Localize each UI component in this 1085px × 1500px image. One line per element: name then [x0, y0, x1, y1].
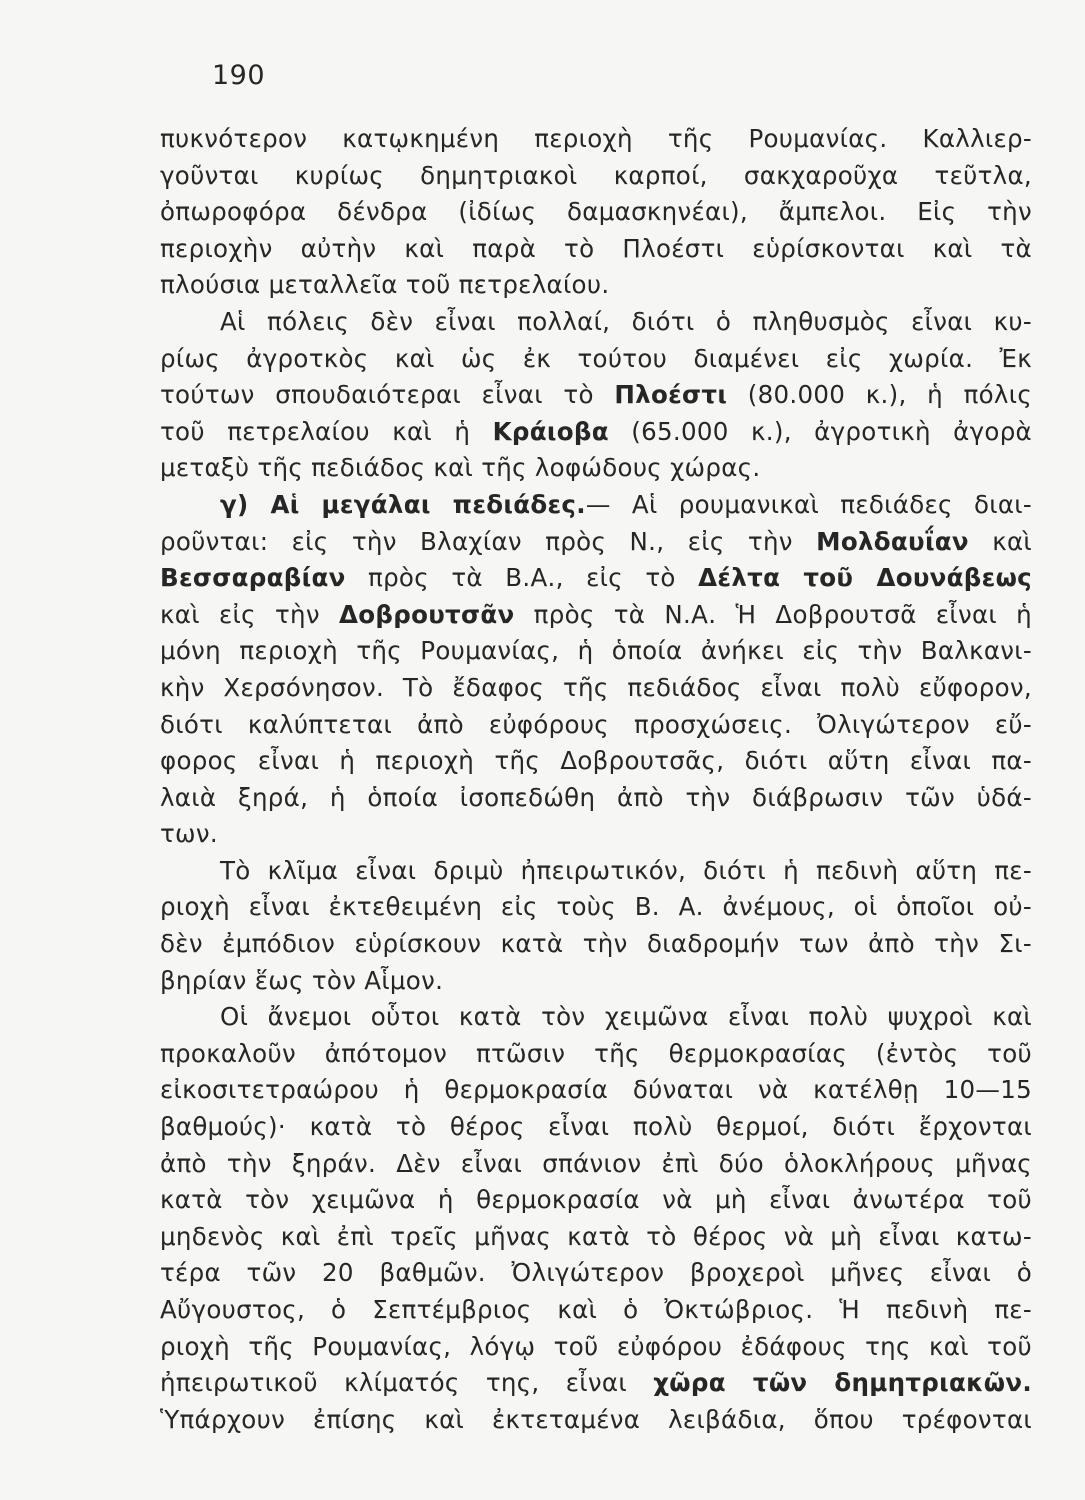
section-heading: γ) Αἱ μεγάλαι πεδιάδες.: [220, 489, 586, 519]
text-line: ἀπὸ τὴν ξηράν. Δὲν εἶναι σπάνιον ἐπὶ δύο ὁλοκλήρους μῆνας: [160, 1148, 1032, 1178]
text-line: ρίως ἀγροτκὸς καὶ ὡς ἐκ τούτου διαμένει εἰς χωρία. Ἐκ: [160, 343, 1032, 373]
text-line: φορος εἶναι ἡ περιοχὴ τῆς Δοβρουτσᾶς, διότι αὕτη εἶναι πα-: [160, 746, 1032, 776]
page-number: 190: [212, 60, 266, 91]
text-line: Τὸ κλῖμα εἶναι δριμὺ ἠπειρωτικόν, διότι ἡ πεδινὴ αὕτη πε-: [220, 855, 1032, 885]
text-line: Αἱ πόλεις δὲν εἶναι πολλαί, διότι ὁ πληθυσμὸς εἶναι κυ-: [220, 306, 1032, 336]
text-line: μεταξὺ τῆς πεδιάδος καὶ τῆς λοφώδους χώρας.: [160, 453, 761, 483]
line-segment: ροῦνται: εἰς τὴν Βλαχίαν πρὸς Ν., εἰς τὴν: [160, 526, 817, 556]
text-line: περιοχὴν αὐτὴν καὶ παρὰ τὸ Πλοέστι εὑρίσκονται καὶ τὰ: [160, 233, 1032, 263]
text-line: ὀπωροφόρα δένδρα (ἰδίως δαμασκηνέαι), ἄμπελοι. Εἰς τὴν: [160, 197, 1032, 227]
text-line: ριοχὴ τῆς Ρουμανίας, λόγῳ τοῦ εὐφόρου ἐδάφους της καὶ τοῦ: [160, 1331, 1032, 1361]
line-segment: πρὸς τὰ Ν.Α. Ἡ Δοβρουτσᾶ εἶναι ἡ: [514, 599, 1032, 629]
text-line: λαιὰ ξηρά, ἡ ὁποία ἰσοπεδώθη ἀπὸ τὴν διάβρωσιν τῶν ὑδά-: [160, 782, 1032, 812]
text-line: Αὔγουστος, ὁ Σεπτέμβριος καὶ ὁ Ὀκτώβριος. Ἡ πεδινὴ πε-: [160, 1295, 1032, 1324]
text-line: [160, 524, 1032, 561]
text-line: των.: [160, 819, 218, 849]
region-name-danube-delta: Δέλτα τοῦ Δουνάβεως: [698, 563, 1032, 593]
text-line: δὲν ἐμπόδιον εὑρίσκουν κατὰ τὴν διαδρομήν των ἀπὸ τὴν Σι-: [160, 929, 1032, 959]
text-line: γοῦνται κυρίως δημητριακοὶ καρποί, σακχαροῦχα τεῦτλα,: [160, 160, 1032, 190]
line-segment: ἠπειρωτικοῦ κλίματός της, εἶναι: [160, 1368, 654, 1398]
text-line: κατὰ τὸν χειμῶνα ἡ θερμοκρασία νὰ μὴ εἶναι ἀνωτέρα τοῦ: [160, 1185, 1032, 1215]
text-line: εἰκοσιτετραώρου ἡ θερμοκρασία δύναται νὰ κατέλθῃ 10—15: [160, 1075, 1032, 1105]
text-line: ριοχὴ εἶναι ἐκτεθειμένη εἰς τοὺς Β. Α. ἀνέμους, οἱ ὁποῖοι οὐ-: [160, 892, 1032, 922]
region-name-dobruja: Δοβρουτσᾶν: [339, 599, 515, 629]
text-line: προκαλοῦν ἀπότομον πτῶσιν τῆς θερμοκρασίας (ἐντὸς τοῦ: [160, 1038, 1032, 1068]
text-line: [160, 560, 1032, 597]
text-line: βηρίαν ἕως τὸν Αἷμον.: [160, 965, 444, 995]
text-line: Οἱ ἄνεμοι οὗτοι κατὰ τὸν χειμῶνα εἶναι πολὺ ψυχροὶ καὶ: [220, 1002, 1032, 1032]
text-line: διότι καλύπτεται ἀπὸ εὐφόρους προσχώσεις. Ὀλιγώτερον εὔ-: [160, 709, 1032, 739]
city-name-craiova: Κράιοβα: [492, 416, 609, 446]
line-segment: (65.000 κ.), ἀγροτικὴ ἀγορὰ: [608, 416, 1033, 446]
emphasis-grain-land: χῶρα τῶν δημητριακῶν.: [653, 1368, 1033, 1398]
body-text: [160, 121, 1032, 1438]
text-line: [160, 597, 1032, 634]
text-line: κὴν Χερσόνησον. Τὸ ἔδαφος τῆς πεδιάδος εἶναι πολὺ εὔφορον,: [160, 672, 1032, 702]
text-line: πλούσια μεταλλεῖα τοῦ πετρελαίου.: [160, 270, 610, 300]
text-line: Ὑπάρχουν ἐπίσης καὶ ἐκτεταμένα λειβάδια, ὅπου τρέφονται: [160, 1404, 1032, 1434]
text-line: τέρα τῶν 20 βαθμῶν. Ὀλιγώτερον βροχεροὶ μῆνες εἶναι ὁ: [160, 1258, 1032, 1288]
text-line: [160, 414, 1032, 451]
region-name-moldavia: Μολδαυΐαν: [816, 526, 969, 556]
region-name-bessarabia: Βεσσαραβίαν: [160, 563, 346, 593]
text-line: [160, 1365, 1032, 1402]
city-name-ploesti: Πλοέστι: [614, 380, 728, 410]
line-segment: τούτων σπουδαιότεραι εἶναι τὸ: [160, 380, 615, 410]
text-line: βαθμούς)· κατὰ τὸ θέρος εἶναι πολὺ θερμοί, διότι ἔρχονται: [160, 1112, 1032, 1142]
line-segment: τοῦ πετρελαίου καὶ ἡ: [160, 416, 493, 446]
line-segment: καὶ: [968, 526, 1033, 556]
line-segment: καὶ εἰς τὴν: [160, 599, 340, 629]
text-line: μηδενὸς καὶ ἐπὶ τρεῖς μῆνας κατὰ τὸ θέρος νὰ μὴ εἶναι κατω-: [160, 1221, 1032, 1251]
line-segment: (80.000 κ.), ἡ πόλις: [727, 380, 1033, 410]
line-segment: πρὸς τὰ Β.Α., εἰς τὸ: [345, 563, 699, 593]
line-segment: — Αἱ ρουμανικαὶ πεδιάδες διαι-: [585, 489, 1032, 519]
text-line: μόνη περιοχὴ τῆς Ρουμανίας, ἡ ὁποία ἀνήκει εἰς τὴν Βαλκανι-: [160, 636, 1032, 666]
text-line: πυκνότερον κατῳκημένη περιοχὴ τῆς Ρουμανίας. Καλλιερ-: [160, 124, 1032, 153]
text-line: [160, 377, 1032, 414]
text-line: [160, 487, 1032, 524]
